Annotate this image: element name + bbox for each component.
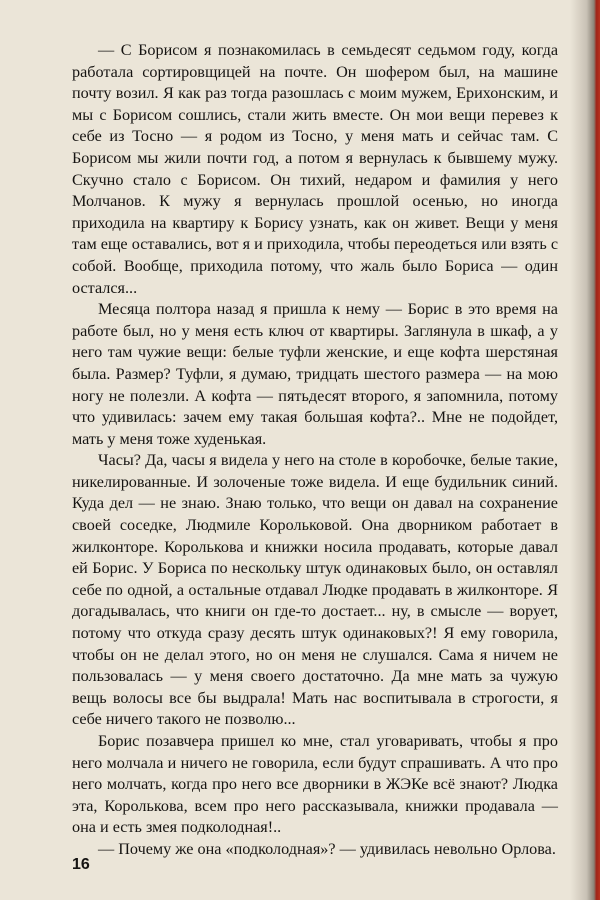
paragraph: Борис позавчера пришел ко мне, стал уговаривать, чтобы я про него молчала и ничего не говорила, если будут спрашивать. А что про него молчать, когда про него все дворники в ЖЭКе всё знают? Людка эта, Королькова, всем про него рассказывала, книжки продавала — она и есть змея подколодная!..: [72, 732, 558, 837]
page-number: 16: [72, 856, 90, 873]
paragraph: — С Борисом я познакомилась в семьдесят седьмом году, когда работала сортировщицей на почте. Он шофером был, на машине почту возил. Я как раз тогда разошлась с моим мужем, Ерихонским, и мы с Борисом сошлись, стали жить вместе. Он мои вещи перевез к себе из Тосно — я родом из Тосно, у меня мать и сейчас там. С Борисом мы жили почти год, а потом я вернулась к бывшему мужу. Скучно стало с Борисом. Он тихий, недаром и фамилия у него Молчанов. К мужу я вернулась прошлой осенью, но иногда приходила на квартиру к Борису узнать, как он живет. Вещи у меня там еще оставались, вот я и приходила, чтобы переодеться или взять с собой. Вообще, приходила потому, что жаль было Бориса — один остался...: [72, 41, 558, 297]
paragraph: — Почему же она «подколодная»? — удивилась невольно Орлова.: [98, 839, 556, 858]
page-text: [72, 40, 558, 861]
paragraph: Часы? Да, часы я видела у него на столе в коробочке, белые такие, никелированные. И золоченые тоже видела. И еще будильник синий. Куда дел — не знаю. Знаю только, что вещи он давал на сохранение своей соседке, Людмиле Корольковой. Она дворником работает в жилконторе. Королькова и книжки носила продавать, которые давал ей Борис. У Бориса по нескольку штук одинаковых было, он оставлял себе по одной, а остальные отдавал Людке продавать в жилконторе. Я догадывалась, что книги он где-то достает... ну, в смысле — ворует, потому что откуда сразу десять штук одинаковых?! Я ему говорила, чтобы он не делал этого, но он меня не слушался. Сама я ничем не пользовалась — у меня своего достаточно. Да мне мать за чужую вещь волосы все бы выдрала! Мать нас воспитывала в строгости, я себе ничего такого не позволю...: [72, 451, 558, 729]
paragraph: Месяца полтора назад я пришла к нему — Борис в это время на работе был, но у меня есть ключ от квартиры. Заглянула в шкаф, а у него там чужие вещи: белые туфли женские, и еще кофта шерстяная была. Размер? Туфли, я думаю, тридцать шестого размера — на мою ногу не полезли. А кофта — пятьдесят второго, я запомнила, потому что удивилась: зачем ему такая большая кофта?.. Мне не подойдет, мать у меня тоже худенькая.: [72, 300, 558, 448]
book-spine: [570, 0, 600, 900]
